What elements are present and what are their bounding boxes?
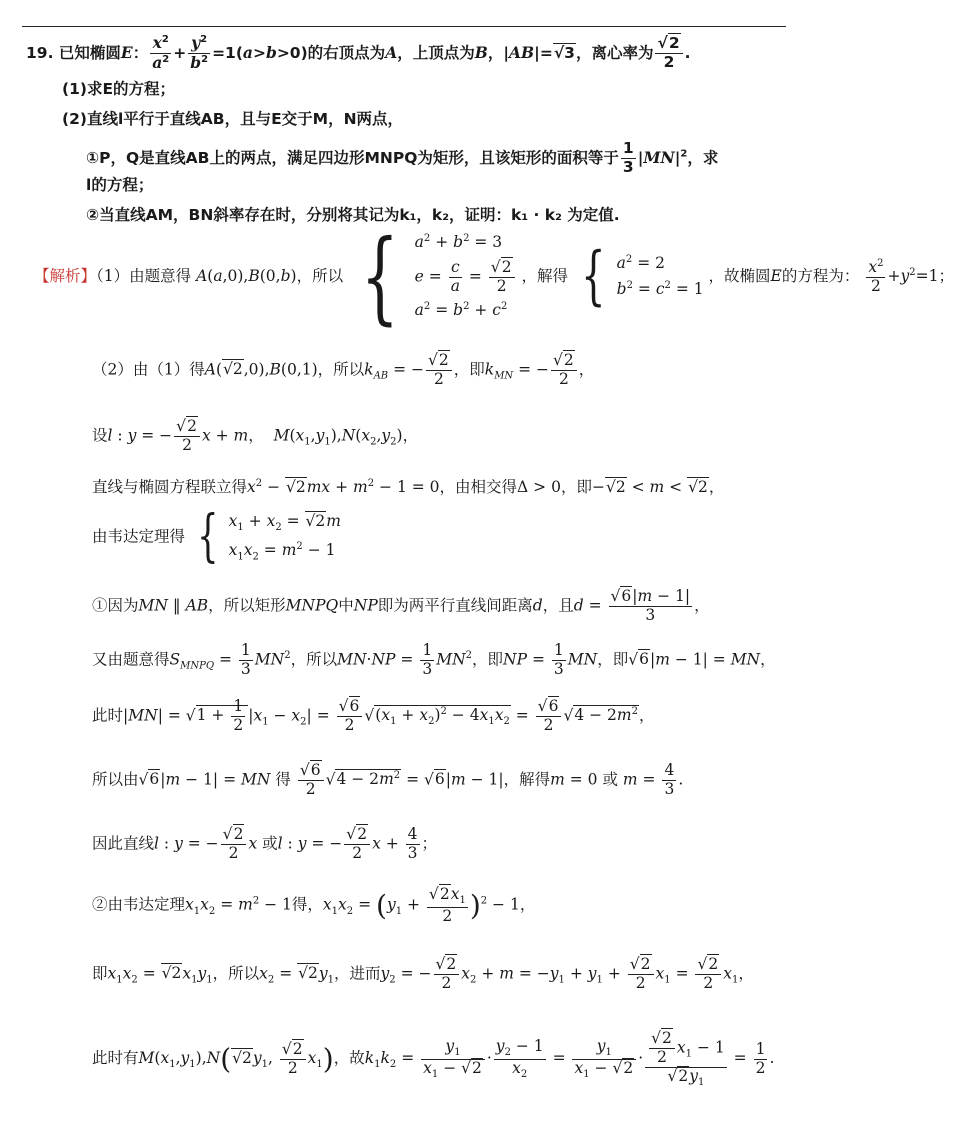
question-2: (2)直线l平行于直线AB，且与E交于M，N两点， bbox=[62, 110, 404, 128]
solution-line-2: （2）由（1）得A(√2,0),B(0,1)，所以$k_{AB}$ = − $\frac{√2}{2}$ ，即$k_{MN}$ = − $\frac{√2}{2}$ ， bbox=[92, 351, 595, 388]
solution-tag: 【解析】 bbox=[34, 267, 97, 286]
question-2-2: ②当直线AM，BN斜率存在时，分别将其记为k₁，k₂，证明：k₁ · k₂ 为定值. bbox=[86, 206, 620, 224]
solution-line-4: 直线与椭圆方程联立得$x^2 - √2mx + m^2 - 1 = 0$，由相交得Δ > 0，即−√2 < m < √2， bbox=[92, 478, 725, 497]
solution-line-3: 设l : y = − $\frac{√2}{2}$ x + m， $M(x_1,y_1),N(x_2,y_2)$， bbox=[92, 417, 419, 454]
solution-line-10: 因此直线l : y = − $\frac{√2}{2}$ x 或l : y = − $\frac{√2}{2}$ x + $\frac{4}{3}$ ； bbox=[92, 825, 438, 862]
solution-line-12: 即$x_1x_2 = √2x_1y_1$，所以$x_2 = √2y_1$，进而$y_2$ = − $\frac{√2}{2}$ $x_2 + m = -y_1 + y_1$ + $\frac{√2}{2}$ $x_1$ = $\frac{√2}{2}$ $x_1$， bbox=[92, 955, 754, 992]
solution-line-7: 又由题意得$S_{MNPQ}$ = $\frac{1}{3}$ $MN^2$，所以MN·NP = $\frac{1}{3}$ $MN^2$，即NP = $\frac{1}{3}$ MN，即√6|m − 1| = MN， bbox=[92, 641, 776, 678]
question-1: (1)求E的方程； bbox=[62, 80, 176, 98]
solution-line-8: 此时|MN| = √1 + $\frac{1}{2}$ $|x_1 - x_2|$ = $\frac{√6}{2}$ $√(x_1 + x_2)^2 - 4x_1x_2$ = $\frac{√6}{2}$ $√4 - 2m^2$， bbox=[92, 697, 655, 734]
equation-system-1: { $a^2 + b^2 = 3$ e = $\frac{c}{a}$ = $\frac{√2}{2}$ $a^2 = b^2 + c^2$ bbox=[348, 232, 517, 322]
solution-line-9: 所以由√6|m − 1| = MN 得 $\frac{√6}{2}$ $√4 - 2m^2 = √6|m - 1|$，解得m = 0 或 m = $\frac{4}{3}$ . bbox=[92, 761, 684, 798]
equation-system-2: { $a^2 = 2$ $b^2 = c^2 = 1$ bbox=[581, 239, 704, 314]
solution-line-6: ①因为MN ‖ AB，所以矩形MNPQ中NP即为两平行直线间距离d，且d = $\frac{√6|m - 1|}{3}$ ， bbox=[92, 587, 710, 624]
question-2-1-cont: l的方程； bbox=[86, 176, 154, 194]
vieta-system: { $x_1 + x_2 = √2m$ $x_1x_2 = m^2 - 1$ bbox=[197, 504, 341, 570]
problem-line-1: 19. 已知椭圆E： $\frac{x^2}{a^2}$ + $\frac{y^2}{b^2}$ =1(a>b>0)的右顶点为A，上顶点为B，|AB|=√3，离心率为 $\frac{√2}{2}$ . bbox=[26, 33, 691, 73]
problem-number: 19. bbox=[26, 43, 54, 62]
solution-line-13: 此时有$M(x_1,y_1),N(√2y_1$, $\frac{√2}{2}$ $x_1$)，故$k_1k_2$ = $\frac{y_1}{x_1 - √2}$ · $\frac{y_2 - 1}{x_2}$ = $\frac{y_1}{x_1 - √2}$ · $\frac{√2}{2}$ $x_1 - 1$ $√2y_1$ = $\frac{1}{2}$ . bbox=[92, 1029, 775, 1088]
question-2-1: ①P，Q是直线AB上的两点，满足四边形MNPQ为矩形，且该矩形的面积等于 $\frac{1}{3}$ $|MN|^2$，求 bbox=[86, 139, 719, 176]
solution-line-1: 【解析】（1）由题意得 A(a,0),B(0,b)，所以 { $a^2 + b^2 = 3$ e = $\frac{c}{a}$ = $\frac{√2}{2}$ $a^2 = b^2 + c^2$ ，解得 { $a^2 = 2$ $b^2 = c^2 = 1$ ，故椭圆E的方程为： $\frac{x^2}{2}$ $+y^2=1$； bbox=[34, 218, 954, 335]
top-rule bbox=[22, 26, 786, 27]
solution-line-11: ②由韦达定理$x_1x_2 = m^2 - 1$得，$x_1x_2 = (y_1$ + $\frac{√2x_1}{2}$ )$^2$ − 1， bbox=[92, 885, 536, 925]
solution-line-5: 由韦达定理得 { $x_1 + x_2 = √2m$ $x_1x_2 = m^2 - 1$ bbox=[92, 504, 341, 570]
